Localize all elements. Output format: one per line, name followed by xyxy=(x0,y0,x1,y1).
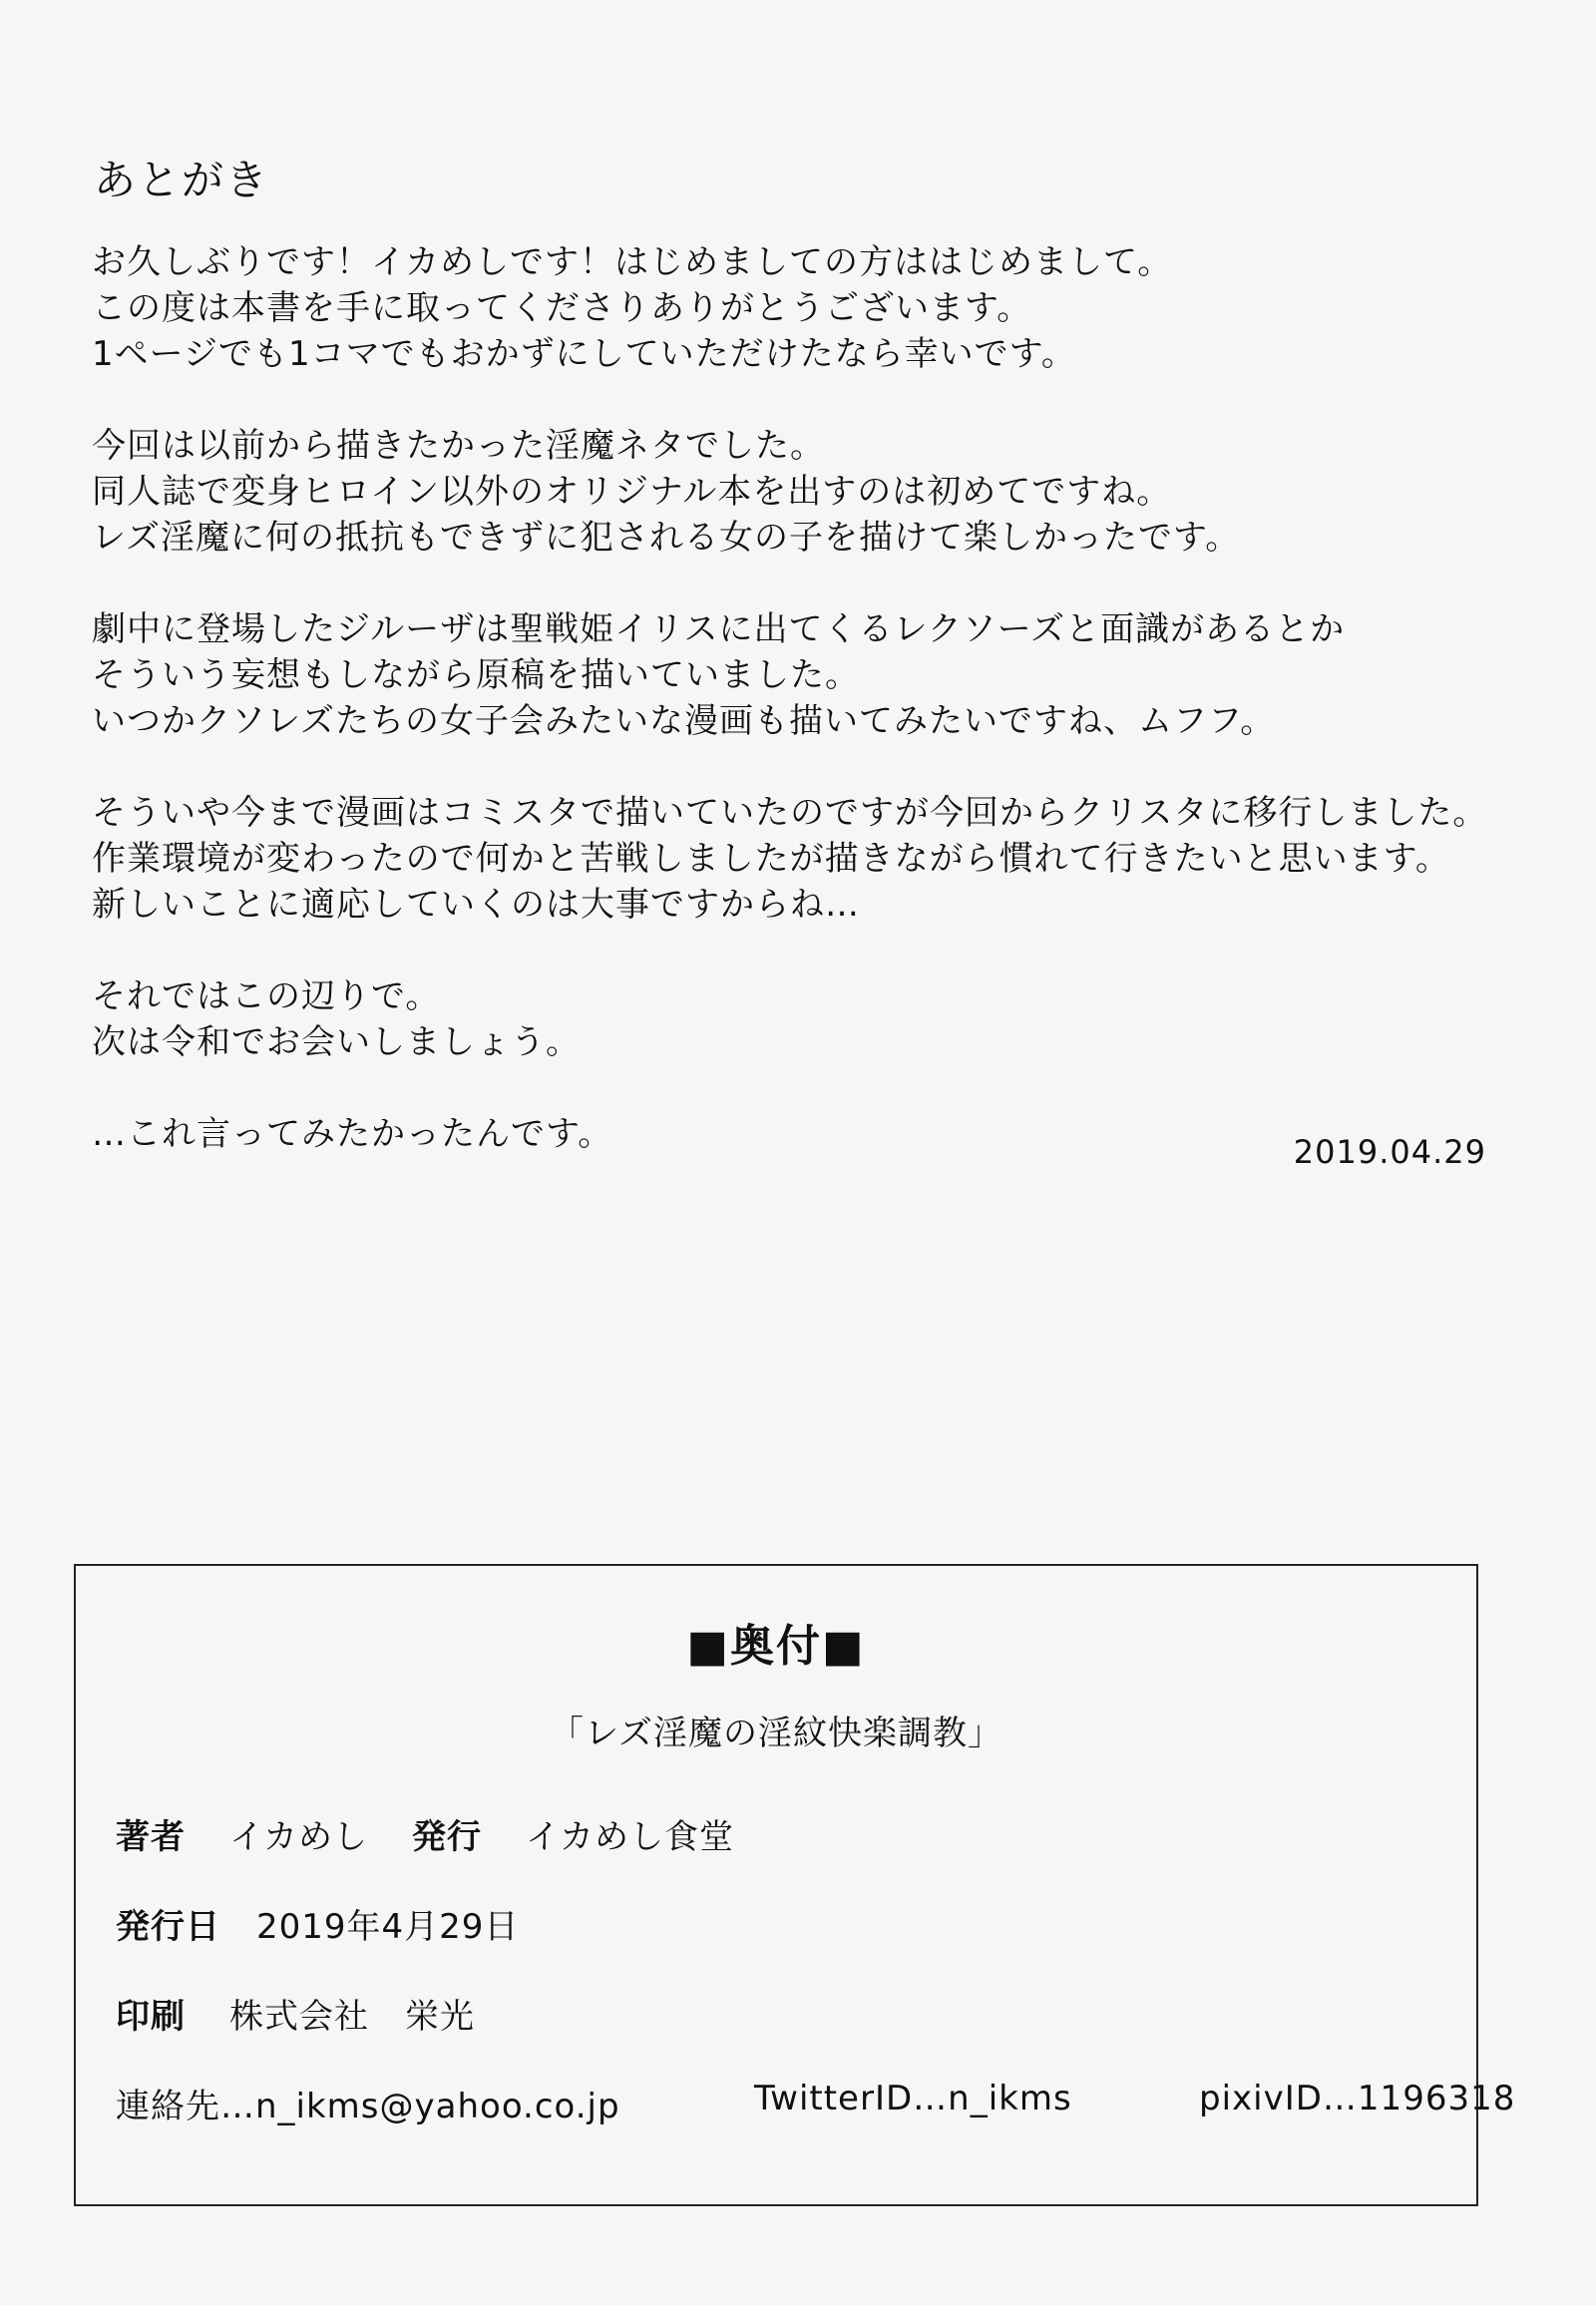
text-line: 今回は以前から描きたかった淫魔ネタでした。 xyxy=(92,426,825,466)
afterword-body xyxy=(92,239,1528,1203)
author-name: イカめし xyxy=(229,1817,368,1857)
colophon-title: ■奥付■ xyxy=(686,1621,866,1672)
text-line: 作業環境が変わったので何かと苦戦しましたが描きながら慣れて行きたいと思います。 xyxy=(92,839,1450,879)
text-line: 新しいことに適応していくのは大事ですからね… xyxy=(92,885,860,925)
colophon-box xyxy=(74,1564,1516,2206)
publish-date-label: 発行日 xyxy=(116,1907,220,1947)
twitter-id: TwitterID…n_ikms xyxy=(754,2079,1072,2118)
text-line: そういう妄想もしながら原稿を描いていました。 xyxy=(92,655,860,695)
pixiv-id: pixivID…1196318 xyxy=(1199,2079,1516,2118)
afterword-heading: あとがき xyxy=(94,156,270,204)
text-line: 次は令和でお会いしましょう。 xyxy=(92,1022,581,1062)
author-publisher-row xyxy=(116,1809,734,1858)
paragraph-3 xyxy=(92,606,1528,744)
book-title: 「レズ淫魔の淫紋快楽調教」 xyxy=(550,1714,1002,1753)
publisher-label: 発行 xyxy=(411,1817,482,1857)
text-line: いつかクソレズたちの女子会みたいな漫画も描いてみたいですね、ムフフ。 xyxy=(92,701,1276,741)
paragraph-4 xyxy=(92,790,1528,928)
publish-date-value: 2019年4月29日 xyxy=(256,1907,520,1947)
contact-email: 連絡先…n_ikms@yahoo.co.jp xyxy=(116,2087,620,2126)
text-line: レズ淫魔に何の抵抗もできずに犯される女の子を描けて楽しかったです。 xyxy=(92,518,1241,558)
publish-date-row xyxy=(116,1899,519,1948)
text-line: お久しぶりです！イカめしです！はじめましての方ははじめまして。 xyxy=(92,242,1173,282)
printer-label: 印刷 xyxy=(116,1997,186,2037)
text-line: …これ言ってみたかったんです。 xyxy=(92,1114,613,1154)
text-line: この度は本書を手に取ってくださりありがとうございます。 xyxy=(92,288,1032,328)
text-line: 劇中に登場したジルーザは聖戦姫イリスに出てくるレクソーズと面識があるとか xyxy=(92,609,1346,649)
paragraph-2 xyxy=(92,423,1528,561)
text-line: それではこの辺りで。 xyxy=(92,976,441,1016)
printer-company-type: 株式会社 xyxy=(229,1997,369,2037)
printer-name: 栄光 xyxy=(405,1997,475,2037)
afterword-date: 2019.04.29 xyxy=(1293,1133,1486,1171)
author-label: 著者 xyxy=(116,1817,186,1857)
text-line: 同人誌で変身ヒロイン以外のオリジナル本を出すのは初めてですね。 xyxy=(92,472,1172,512)
printer-row xyxy=(116,1989,475,2038)
paragraph-1 xyxy=(92,239,1528,377)
publisher-name: イカめし食堂 xyxy=(525,1817,734,1857)
text-line: そういや今まで漫画はコミスタで描いていたのですが今回からクリスタに移行しました。 xyxy=(92,793,1488,833)
paragraph-5 xyxy=(92,973,1528,1065)
text-line: 1ページでも1コマでもおかずにしていただけたなら幸いです。 xyxy=(92,334,1076,374)
